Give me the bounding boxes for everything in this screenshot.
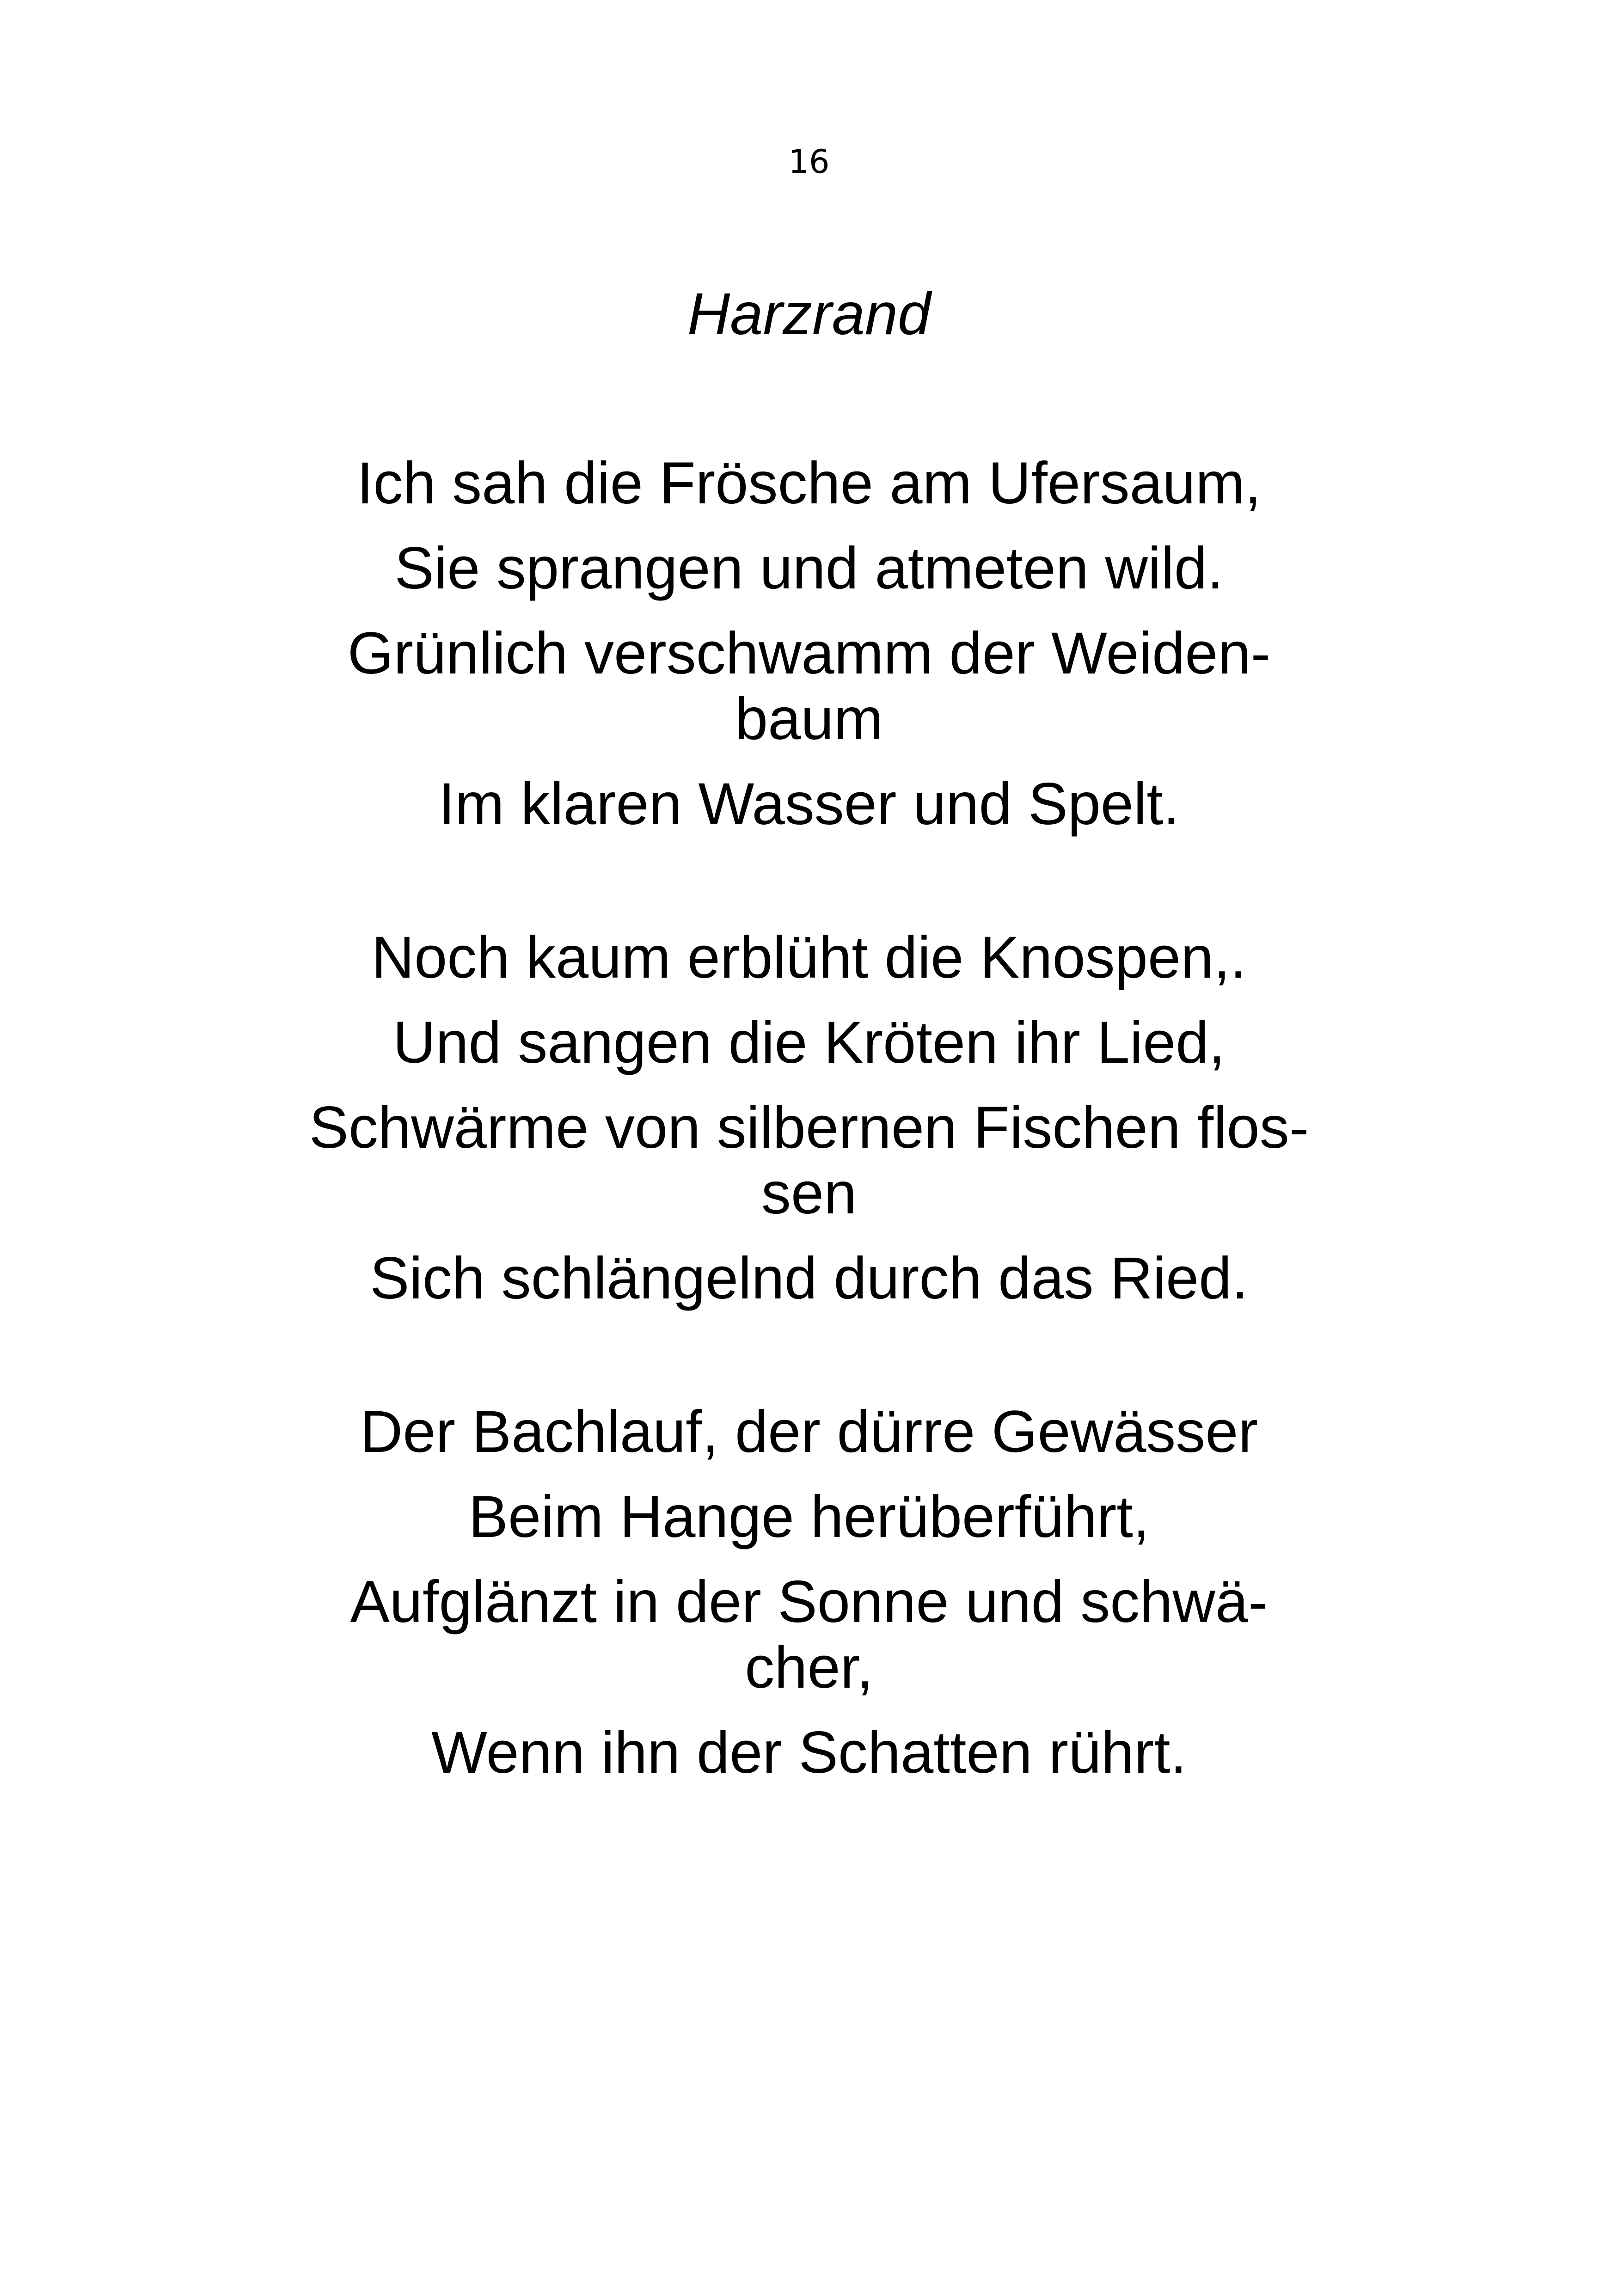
poem-line: Sich schlängelnd durch das Ried. xyxy=(370,1245,1248,1311)
poem-line: Der Bachlauf, der dürre Gewässer xyxy=(360,1399,1258,1465)
poem-line: Sie sprangen und atmeten wild. xyxy=(394,535,1224,601)
page-number: 16 xyxy=(788,143,830,181)
poem-line: Im klaren Wasser und Spelt. xyxy=(438,771,1180,837)
stanza-3 xyxy=(231,1399,1387,1786)
poem-line: Grünlich verschwamm der Weiden- baum xyxy=(347,620,1271,752)
stanza-1 xyxy=(231,451,1387,837)
poem-line: Noch kaum erblüht die Knospen,. xyxy=(371,925,1247,991)
poem-line: Beim Hange herüberführt, xyxy=(468,1484,1150,1550)
stanza-2 xyxy=(231,925,1387,1311)
poem-line: Wenn ihn der Schatten rührt. xyxy=(431,1720,1187,1786)
poem-line: Und sangen die Kröten ihr Lied, xyxy=(392,1010,1226,1076)
poem-line: Ich sah die Frösche am Ufersaum, xyxy=(356,450,1262,516)
poem-line: Schwärme von silbernen Fischen flos- sen xyxy=(309,1095,1309,1226)
poem-body xyxy=(231,451,1387,1874)
poem-line: Aufglänzt in der Sonne und schwä- cher, xyxy=(350,1569,1268,1701)
poem-title: Harzrand xyxy=(687,281,931,347)
